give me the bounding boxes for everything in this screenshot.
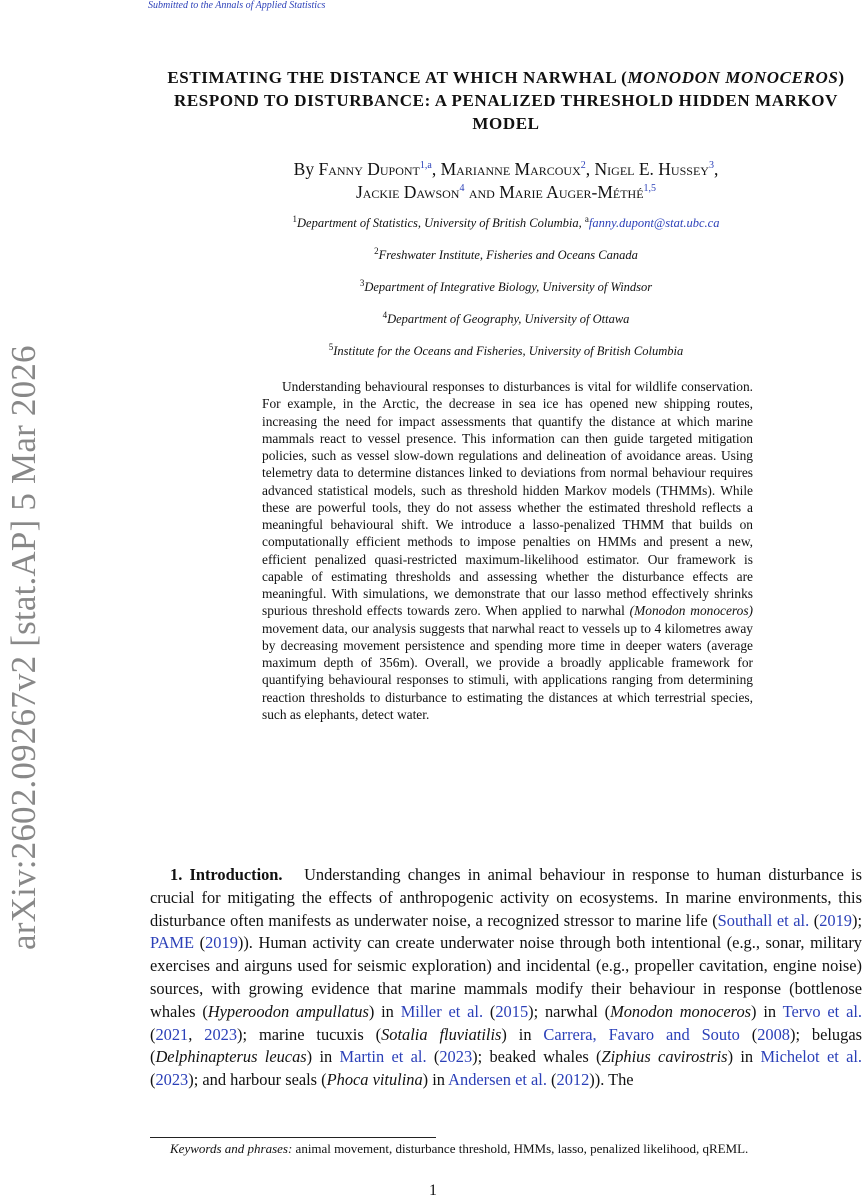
- author-separator: ,: [585, 159, 595, 179]
- intro-text: (: [546, 1070, 557, 1090]
- author-3: Nigel E. Hussey: [594, 159, 709, 179]
- journal-header-note: Submitted to the Annals of Applied Statistics: [148, 0, 326, 11]
- citation-year-link[interactable]: 2019: [205, 933, 238, 953]
- keywords-label: Keywords and phrases:: [170, 1141, 293, 1156]
- title-species: MONODON MONOCEROS: [627, 68, 839, 87]
- intro-text: ) in: [368, 1001, 401, 1021]
- intro-text: ) in: [727, 1047, 761, 1067]
- intro-text: ); marine tucuxis (: [237, 1024, 382, 1044]
- email-marker: a: [584, 213, 589, 224]
- author-2: Marianne Marcoux: [440, 159, 581, 179]
- species-name: Hyperoodon ampullatus: [207, 1001, 369, 1021]
- author-by: By: [293, 159, 315, 179]
- affiliation-1-number: 1: [292, 213, 298, 224]
- affiliation-3: [150, 277, 862, 295]
- citation-link[interactable]: PAME: [150, 933, 195, 953]
- citation-year-link[interactable]: 2012: [556, 1070, 590, 1090]
- intro-text: ) in: [306, 1047, 340, 1067]
- intro-text: (: [150, 1024, 156, 1044]
- citation-year-link[interactable]: 2021: [155, 1024, 189, 1044]
- citation-link[interactable]: Martin et al.: [339, 1047, 427, 1067]
- intro-text: ); beaked whales (: [472, 1047, 602, 1067]
- citation-year-link[interactable]: 2015: [495, 1001, 529, 1021]
- intro-text: ); belugas (: [150, 1024, 862, 1067]
- author-4: Jackie Dawson: [355, 182, 460, 202]
- intro-text: (: [809, 910, 820, 930]
- author-separator: ,: [431, 159, 441, 179]
- intro-text: );: [852, 910, 863, 930]
- intro-text: (: [739, 1024, 758, 1044]
- page-number: 1: [429, 1182, 437, 1199]
- intro-text: ) in: [751, 1001, 783, 1021]
- affiliation-4: [150, 309, 862, 327]
- affiliation-2: [150, 245, 862, 263]
- intro-text: (: [426, 1047, 440, 1067]
- intro-text: ); and harbour seals (: [188, 1070, 327, 1090]
- author-email-link[interactable]: fanny.dupont@stat.ubc.ca: [588, 216, 720, 230]
- title-part-1: ESTIMATING THE DISTANCE AT WHICH NARWHAL (: [167, 68, 628, 87]
- intro-text: ); narwhal (: [528, 1001, 611, 1021]
- intro-text: ,: [188, 1024, 205, 1044]
- affiliation-4-text: Department of Geography, University of Ottawa: [387, 312, 630, 326]
- affiliation-1: [150, 213, 862, 231]
- affiliation-5-number: 5: [328, 341, 334, 352]
- intro-text: ) in: [422, 1070, 449, 1090]
- section-heading: 1. Introduction.: [170, 865, 283, 884]
- citation-link[interactable]: Michelot et al.: [760, 1047, 863, 1067]
- citation-year-link[interactable]: 2019: [819, 910, 852, 930]
- intro-text: ) in: [501, 1024, 544, 1044]
- affiliation-3-text: Department of Integrative Biology, University of Windsor: [364, 280, 653, 294]
- affiliation-2-text: Freshwater Institute, Fisheries and Oceans Canada: [378, 248, 638, 262]
- author-list: [150, 158, 862, 204]
- citation-year-link[interactable]: 2023: [155, 1070, 189, 1090]
- author-1-affiliation-link[interactable]: 1,a: [419, 160, 432, 172]
- keywords-footnote: [150, 1140, 862, 1158]
- intro-text: Understanding changes in animal behaviour in response to human disturbance is crucial for mitigating the effects of anthropogenic activity on ecosystems. In marine environments, this disturbance often manifests as underwater noise, a recognized stressor to marine life (: [150, 865, 862, 930]
- affiliation-1-text: Department of Statistics, University of British Columbia,: [297, 216, 585, 230]
- author-3-affiliation-link[interactable]: 3: [708, 160, 714, 172]
- intro-text: (: [194, 933, 206, 953]
- abstract-text-2: movement data, our analysis suggests that narwhal react to vessels up to 4 kilometres away by decreasing movement persistence and spending more time in deeper waters (average maximum depth of 356m). Overall, we provide a broadly applicable framework for quantifying behavioural responses to stimuli, with applications ranging from determining reaction thresholds to disturbance to estimating the distances at which terrestrial species, such as elephants, detect water.: [262, 620, 753, 722]
- species-name: Sotalia fluviatilis: [381, 1024, 502, 1044]
- title-part-2: ) RESPOND TO DISTURBANCE: A PENALIZED THRESHOLD HIDDEN MARKOV MODEL: [173, 68, 845, 133]
- abstract-species: (Monodon monoceros): [629, 603, 753, 619]
- author-and: and: [464, 182, 500, 202]
- citation-link[interactable]: Miller et al.: [400, 1001, 484, 1021]
- intro-text: (: [150, 1070, 156, 1090]
- species-name: Ziphius cavirostris: [601, 1047, 728, 1067]
- keywords-text: animal movement, disturbance threshold, HMMs, lasso, penalized likelihood, qREML.: [292, 1141, 749, 1156]
- footnote-rule: [150, 1137, 436, 1138]
- author-5: Marie Auger-Méthé: [499, 182, 644, 202]
- abstract: [262, 378, 753, 723]
- affiliation-4-number: 4: [382, 309, 388, 320]
- affiliation-5-text: Institute for the Oceans and Fisheries, University of British Columbia: [333, 344, 684, 358]
- author-5-affiliation-link[interactable]: 1,5: [643, 183, 657, 195]
- paper-title: [150, 66, 862, 135]
- affiliation-3-number: 3: [359, 277, 365, 288]
- abstract-text-1: Understanding behavioural responses to disturbances is vital for wildlife conservation. For example, in the Arctic, the decrease in sea ice has opened new shipping routes, increasing the need for impact assessments that quantify the distance at which marine mammals react to vessel presence. This information can then guide targeted mitigation policies, such as vessel slow-down regulations and delineation of avoidance areas. Using telemetry data to determine distances linked to deviations from normal behaviour requires advanced statistical models, such as threshold hidden Markov models (THMMs). While these are powerful tools, they do not assess whether the estimated threshold reflects a meaningful behavioural shift. We introduce a lasso-penalized THMM that builds on computationally efficient methods to impose penalties on HMMs and present a new, efficient penalized quasi-restricted maximum-likelihood estimator. Our framework is capable of estimating thresholds and assessing whether the disturbance effects are meaningful. With simulations, we demonstrate that our lasso method effectively shrinks spurious threshold effects towards zero. When applied to narwhal: [262, 379, 753, 619]
- affiliation-2-number: 2: [374, 245, 379, 256]
- author-separator: ,: [713, 159, 719, 179]
- affiliation-5: [150, 341, 862, 359]
- author-2-affiliation-link[interactable]: 2: [580, 160, 586, 172]
- species-name: Monodon monoceros: [610, 1001, 752, 1021]
- introduction-section: [150, 864, 862, 1092]
- intro-text: )). The: [589, 1070, 634, 1090]
- citation-year-link[interactable]: 2023: [439, 1047, 473, 1067]
- species-name: Phoca vitulina: [326, 1070, 423, 1090]
- citation-link[interactable]: Andersen et al.: [448, 1070, 547, 1090]
- citation-link[interactable]: Carrera, Favaro and Souto: [543, 1024, 740, 1044]
- intro-text: (: [483, 1001, 496, 1021]
- species-name: Delphinapterus leucas: [155, 1047, 307, 1067]
- citation-link[interactable]: Southall et al.: [717, 910, 810, 930]
- intro-text: )). Human activity can create underwater noise through both intentional (e.g., sonar, military exercises and airguns used for seismic exploration) and incidental (e.g., propeller cavitation, engine noise) sources, with growing evidence that marine mammals modify their behaviour in response (bottlenose whales (: [150, 933, 862, 1021]
- author-4-affiliation-link[interactable]: 4: [459, 183, 465, 195]
- citation-link[interactable]: Tervo et al.: [782, 1001, 862, 1021]
- citation-year-link[interactable]: 2008: [757, 1024, 790, 1044]
- citation-year-link[interactable]: 2023: [204, 1024, 238, 1044]
- author-1: Fanny Dupont: [318, 159, 420, 179]
- arxiv-identifier-stamp[interactable]: arXiv:2602.09267v2 [stat.AP] 5 Mar 2026: [4, 345, 43, 950]
